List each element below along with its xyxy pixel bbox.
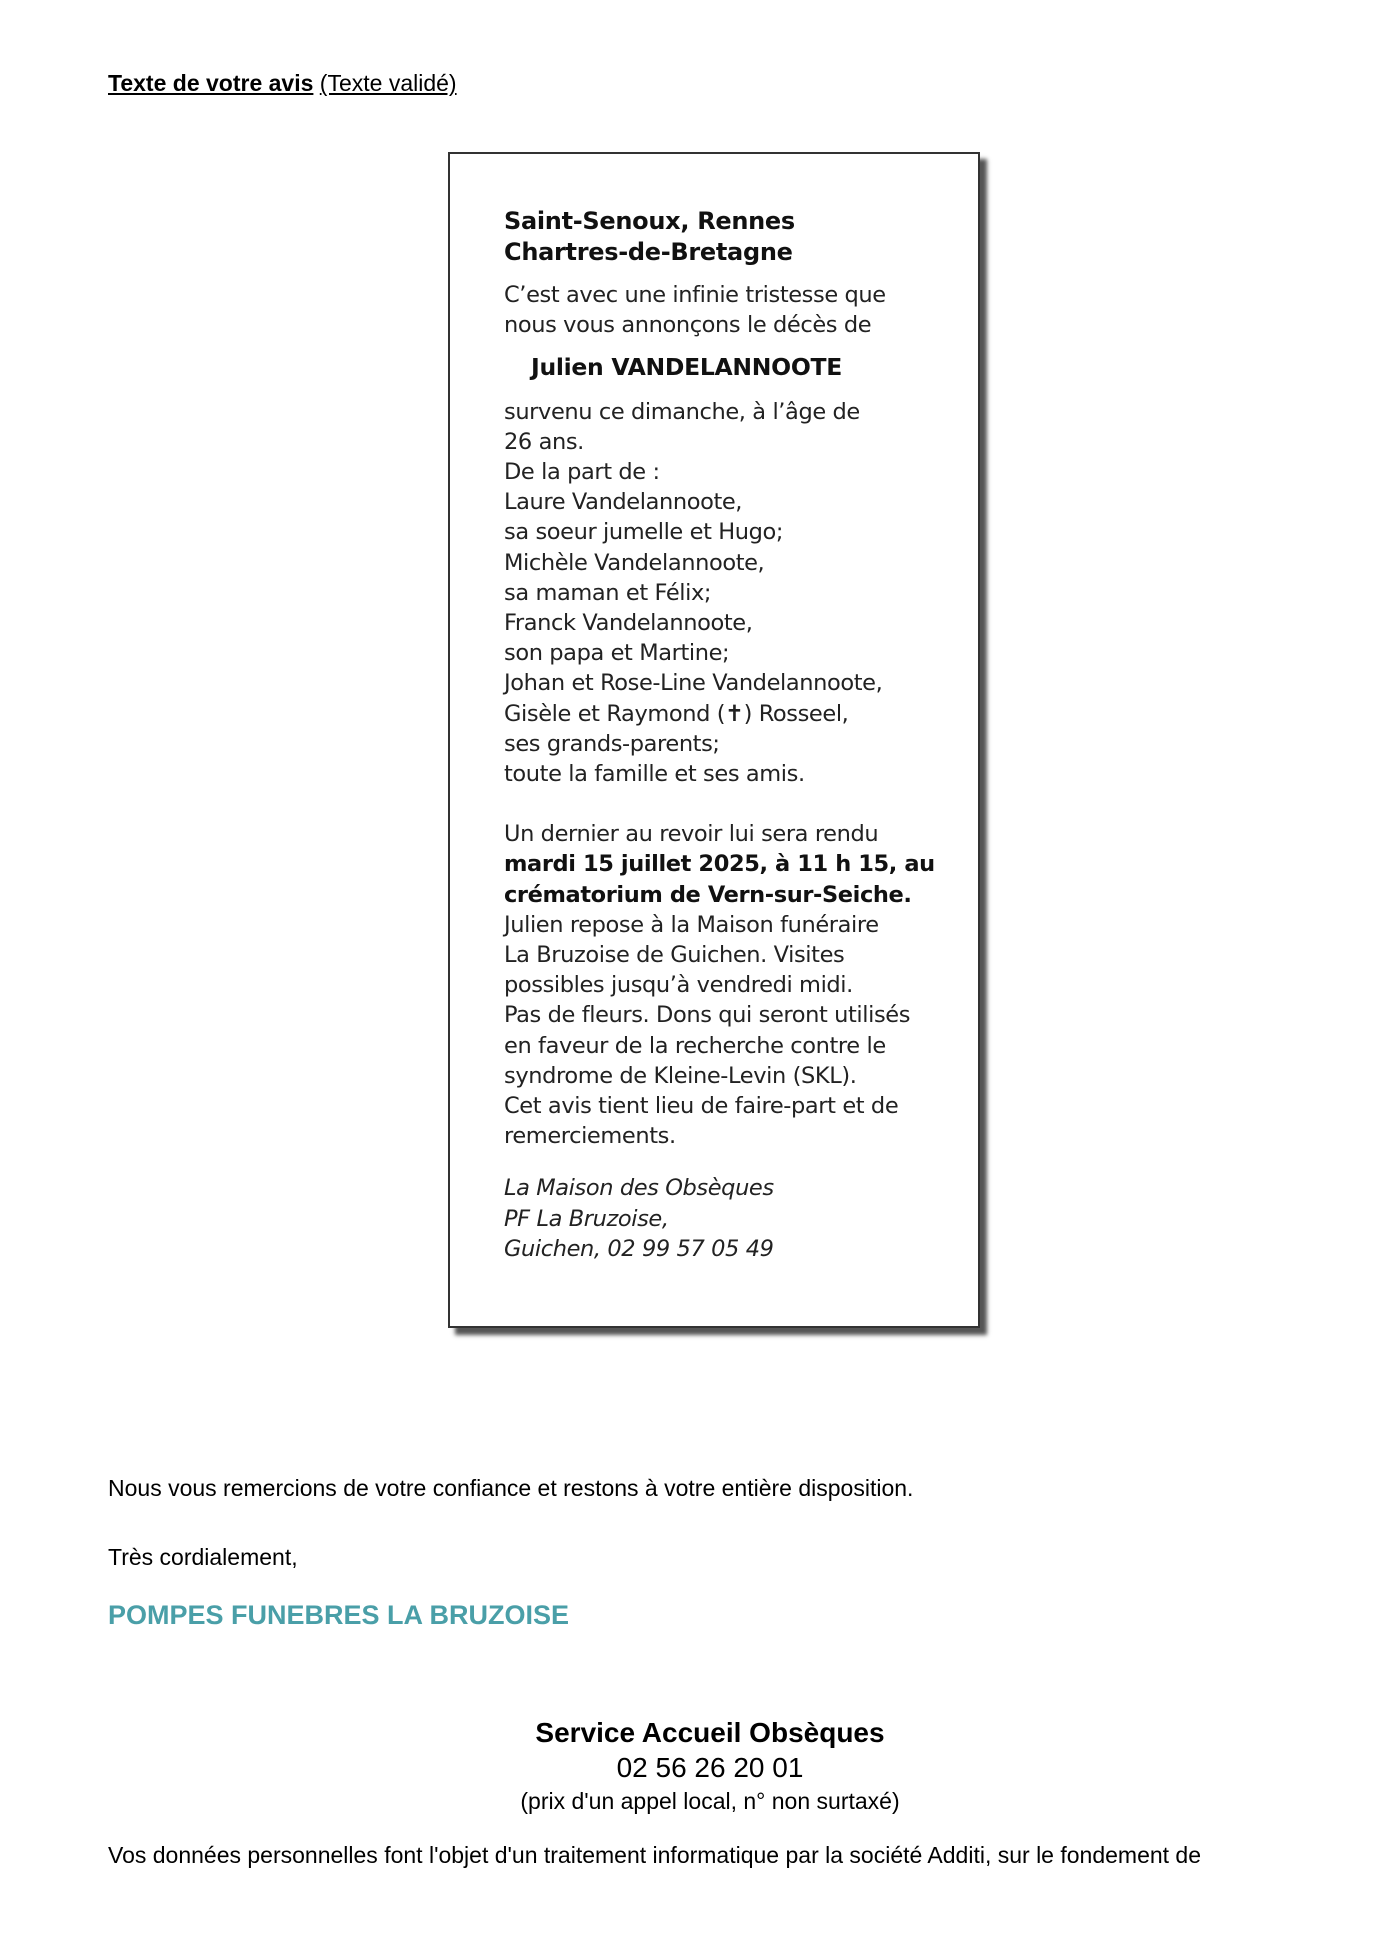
notice-family-line: Gisèle et Raymond (✝) Rosseel,	[504, 700, 849, 727]
notice-signature-line: Guichen, 02 99 57 05 49	[504, 1235, 774, 1262]
notice-details-line: syndrome de Kleine-Levin (SKL).	[504, 1062, 857, 1089]
notice-family-line: Franck Vandelannoote,	[504, 610, 753, 637]
service-title: Service Accueil Obsèques	[535, 1717, 885, 1748]
notice-details-line: en faveur de la recherche contre le	[504, 1032, 886, 1059]
notice-intro-line: nous vous annonçons le décès de	[504, 312, 872, 339]
notice-family-line: son papa et Martine;	[504, 640, 730, 667]
obituary-notice-content	[504, 206, 974, 1264]
notice-family-line: Laure Vandelannoote,	[504, 489, 743, 516]
notice-details-line: La Bruzoise de Guichen. Visites	[504, 942, 845, 969]
notice-details-line: Julien repose à la Maison funéraire	[504, 911, 879, 938]
notice-details-line: Cet avis tient lieu de faire-part et de	[504, 1093, 899, 1120]
obituary-notice-box	[448, 152, 980, 1328]
notice-signature-line: PF La Bruzoise,	[504, 1205, 669, 1232]
notice-location-line: Chartres-de-Bretagne	[504, 238, 793, 266]
deceased-name: Julien VANDELANNOOTE	[531, 353, 842, 382]
notice-family-line: survenu ce dimanche, à l’âge de	[504, 398, 860, 425]
company-name: POMPES FUNEBRES LA BRUZOISE	[108, 1600, 570, 1630]
service-pricing-note: (prix d'un appel local, n° non surtaxé)	[520, 1788, 900, 1814]
notice-family-line: toute la famille et ses amis.	[504, 761, 805, 788]
header-title: Texte de votre avis	[108, 70, 314, 96]
notice-family-line: sa maman et Félix;	[504, 579, 712, 606]
notice-details-line: possibles jusqu’à vendredi midi.	[504, 972, 853, 999]
notice-family-line: Johan et Rose-Line Vandelannoote,	[504, 670, 883, 697]
service-phone: 02 56 26 20 01	[616, 1752, 804, 1783]
notice-family-line: sa soeur jumelle et Hugo;	[504, 519, 784, 546]
notice-family-line: Michèle Vandelannoote,	[504, 549, 765, 576]
notice-family-line: De la part de :	[504, 459, 660, 486]
closing-regards: Très cordialement,	[108, 1544, 298, 1570]
ceremony-date-line: mardi 15 juillet 2025, à 11 h 15, au	[504, 851, 935, 878]
document-header	[108, 68, 457, 98]
notice-family-line: ses grands-parents;	[504, 730, 720, 757]
notice-location-line: Saint-Senoux, Rennes	[504, 207, 795, 235]
header-status: (Texte validé)	[319, 70, 457, 96]
notice-signature-line: La Maison des Obsèques	[504, 1175, 774, 1202]
notice-details-line: remerciements.	[504, 1123, 676, 1150]
ceremony-intro: Un dernier au revoir lui sera rendu	[504, 821, 879, 848]
notice-family-line: 26 ans.	[504, 428, 584, 455]
privacy-notice: Vos données personnelles font l'objet d'un traitement informatique par la société Additi, sur le fondement de	[108, 1842, 1202, 1868]
thanks-paragraph: Nous vous remercions de votre confiance et restons à votre entière disposition.	[108, 1475, 914, 1501]
notice-details-line: Pas de fleurs. Dons qui seront utilisés	[504, 1002, 911, 1029]
ceremony-place-line: crématorium de Vern-sur-Seiche.	[504, 881, 912, 908]
notice-intro-line: C’est avec une infinie tristesse que	[504, 282, 886, 308]
